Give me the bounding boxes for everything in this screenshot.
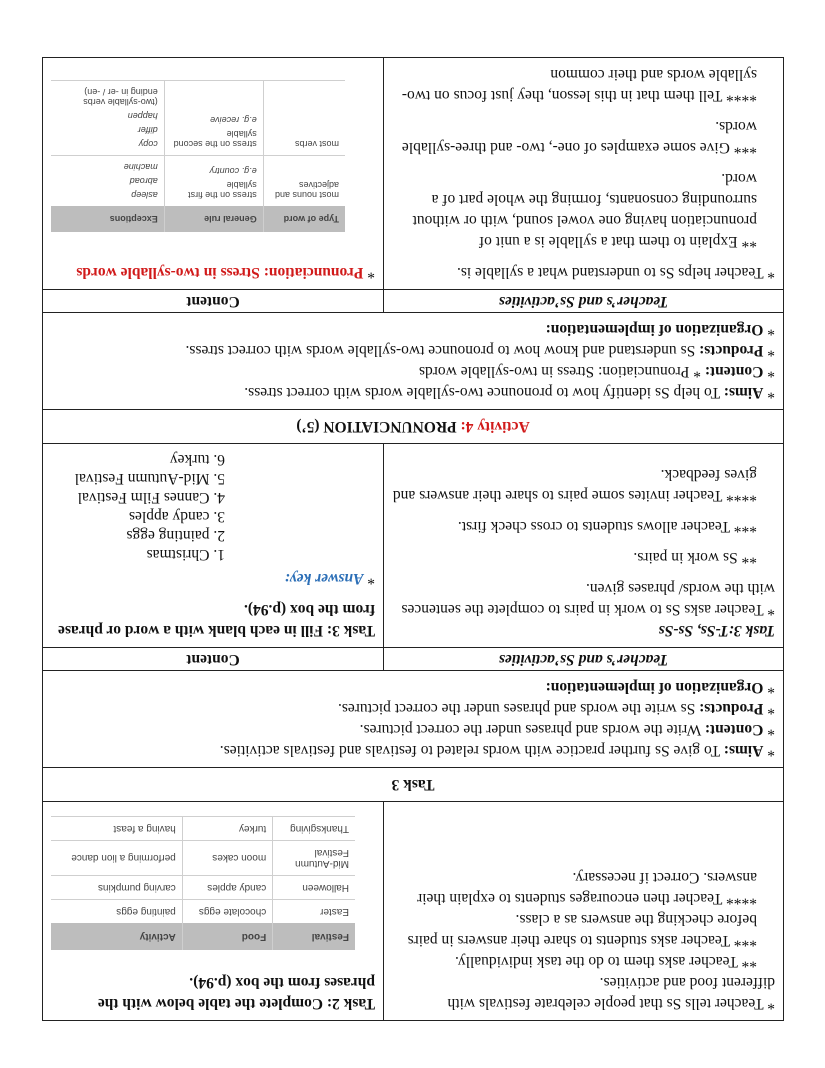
table-header: General rule bbox=[164, 206, 263, 232]
table-header: Type of word bbox=[263, 206, 345, 232]
column-header: Content bbox=[186, 651, 240, 668]
list-item: 3. candy apples bbox=[129, 508, 225, 525]
table-header: Festival bbox=[273, 923, 355, 950]
list-item: 1. Christmas bbox=[146, 546, 225, 563]
table-row: most verbs stress on the second syllable e.g. receive copy differ happen (two-syllable verbs ending in -er / -en) bbox=[51, 81, 345, 156]
content-text: Pronunciation: Stress in two-syllable words bbox=[418, 363, 690, 380]
organization-label: Organization of implementation: bbox=[545, 321, 764, 338]
answer-list bbox=[51, 450, 375, 564]
content-text: Write the words and phrases under the correct pictures. bbox=[359, 721, 702, 738]
lesson-plan-table bbox=[42, 57, 784, 1021]
aims-label: Aims: bbox=[723, 742, 764, 759]
products-label: Products: bbox=[699, 342, 764, 359]
task3-step-2: Ss work in pairs. bbox=[633, 549, 738, 566]
task2-step-3: Teacher asks students to share their answers in pairs before checking the answers as a class. bbox=[407, 911, 757, 949]
task3-objectives: * Aims: To give Ss further practice with words related to festivals and festivals activities. * Content: Write the words and phrases under the correct pictures. * Products: Ss write the words and phrases under the correct pictures. * Organization of implementation: bbox=[43, 670, 783, 767]
activity4-name: PRONUNCIATION (5’) bbox=[296, 418, 457, 435]
stress-rules-table bbox=[51, 80, 345, 232]
task3-activities-cell: Task 3:T-Ss, Ss-Ss * Teacher asks Ss to work in pairs to complete the sentences with the words/ phrases given. ** Ss work in pairs. *** Teacher allows students to cross check first. **** Teacher invites some pairs to share their answers and gives feedback. bbox=[383, 444, 783, 647]
task3-grouping: Task 3:T-Ss, Ss-Ss bbox=[658, 622, 775, 639]
table-header-row bbox=[51, 206, 345, 232]
column-header: Teacher’s and Ss’activities bbox=[383, 648, 783, 670]
task3-step-4: Teacher invites some pairs to share their answers and gives feedback. bbox=[392, 466, 757, 504]
task2-row bbox=[43, 801, 783, 1020]
list-item: 4. Cannes Film Festival bbox=[77, 489, 225, 506]
activity4-objectives: * Aims: To help Ss identify how to pronounce two-syllable words with correct stress. * Content: * Pronunciation: Stress in two-syllable words * Products: Ss understand and know how to pronounce two-syllable words with correct stress. * Organization of implementation: bbox=[43, 312, 783, 409]
column-header: Teacher’s and Ss’activities bbox=[383, 290, 783, 312]
activity4-step-3: Give some examples of one-, two- and three-syllable words. bbox=[401, 118, 757, 156]
activity4-activities-cell: * Teacher helps Ss to understand what a syllable is. ** Explain to them that a syllable is a unit of pronunciation having one vowel sound, with or without surrounding consonants, forming the whole part of a word. *** Give some examples of one-, two- and three-syllable words. **** Tell them that in this lesson, they just focus on two-syllable words and their common bbox=[383, 58, 783, 289]
table-header: Exceptions bbox=[51, 206, 164, 232]
table-row: Thanksgiving turkey having a feast bbox=[51, 817, 355, 841]
activity4-number: Activity 4: bbox=[460, 418, 530, 435]
activity4-content-cell: * Pronunciation: Stress in two-syllable words Type of word General rule Exceptions most nouns and adjectives stress on the first syllable e.g. country asleep abroad machine most verbs stress on the second syllable e.g. receive copy differ happen (two-syllable verbs ending in -er / -en) bbox=[43, 58, 383, 289]
content-label: Content: bbox=[704, 721, 764, 738]
task2-content-cell bbox=[43, 802, 383, 1020]
table-header: Activity bbox=[51, 923, 182, 950]
products-label: Products: bbox=[699, 700, 764, 717]
task2-step-2: Teacher asks them to do the task individually. bbox=[455, 953, 738, 970]
aims-text: To help Ss identify how to pronounce two-syllable words with correct stress. bbox=[244, 384, 721, 401]
activity4-step-4: Tell them that in this lesson, they just focus on two-syllable words and their common bbox=[401, 66, 757, 104]
list-item: 6. turkey bbox=[169, 451, 225, 468]
aims-text: To give Ss further practice with words related to festivals and festivals activities. bbox=[219, 742, 721, 759]
table-header-row bbox=[51, 923, 355, 950]
answer-key-label: Answer key: bbox=[284, 570, 364, 587]
task2-step-4: Teacher then encourages students to explain their answers. Correct if necessary. bbox=[417, 869, 757, 907]
aims-label: Aims: bbox=[723, 384, 764, 401]
table-row: Easter chocolate eggs painting eggs bbox=[51, 900, 355, 924]
activity4-column-headers bbox=[43, 289, 783, 312]
task2-step-1: Teacher tells Ss that people celebrate festivals with different food and activities. bbox=[447, 974, 775, 1012]
list-item: 2. painting eggs bbox=[126, 527, 225, 544]
task3-content-cell: Task 3: Fill in each blank with a word or phrase from the box (p.94). * Answer key: 1. Christmas 2. painting eggs 3. candy apples 4. Cannes Film Festival 5. Mid-Autumn Festival 6. turkey bbox=[43, 444, 383, 647]
task3-column-headers bbox=[43, 647, 783, 670]
table-row: Mid-Autumn Festival moon cakes performing a lion dance bbox=[51, 841, 355, 876]
activity4-heading: Pronunciation: Stress in two-syllable words bbox=[76, 264, 364, 281]
organization-label: Organization of implementation: bbox=[545, 679, 764, 696]
table-row: most nouns and adjectives stress on the first syllable e.g. country asleep abroad machine bbox=[51, 156, 345, 207]
activity4-step-2: Explain to them that a syllable is a unit of pronunciation having one vowel sound, with or without surrounding consonants, forming the whole part of a word. bbox=[412, 170, 757, 250]
task2-activities-cell: * Teacher tells Ss that people celebrate festivals with different food and activities. ** Teacher asks them to do the task individually. *** Teacher asks students to share their answers in pairs before checking the answers as a class. **** Teacher then encourages students to explain their answers. Correct if necessary. bbox=[383, 802, 783, 1020]
task3-row bbox=[43, 443, 783, 647]
column-header: Content bbox=[186, 293, 240, 310]
products-text: Ss write the words and phrases under the correct pictures. bbox=[337, 700, 696, 717]
activity4-step-1: Teacher helps Ss to understand what a syllable is. bbox=[456, 264, 764, 281]
task2-heading: Task 2: Complete the table below with the phrases from the box (p.94). bbox=[97, 974, 375, 1012]
products-text: Ss understand and know how to pronounce two-syllable words with correct stress. bbox=[185, 342, 696, 359]
task3-step-1: Teacher asks Ss to work in pairs to complete the sentences with the words/ phrases given. bbox=[401, 580, 775, 618]
activity4-title bbox=[43, 409, 783, 443]
task3-title: Task 3 bbox=[43, 767, 783, 801]
activity4-row bbox=[43, 58, 783, 289]
table-header: Food bbox=[182, 923, 272, 950]
task3-step-3: Teacher allows students to cross check first. bbox=[457, 518, 731, 535]
table-row: Halloween candy apples carving pumpkins bbox=[51, 876, 355, 900]
task3-heading: Task 3: Fill in each blank with a word or phrase from the box (p.94). bbox=[58, 601, 375, 639]
festival-table bbox=[51, 816, 355, 950]
list-item: 5. Mid-Autumn Festival bbox=[74, 470, 225, 487]
content-label: Content: bbox=[704, 363, 764, 380]
